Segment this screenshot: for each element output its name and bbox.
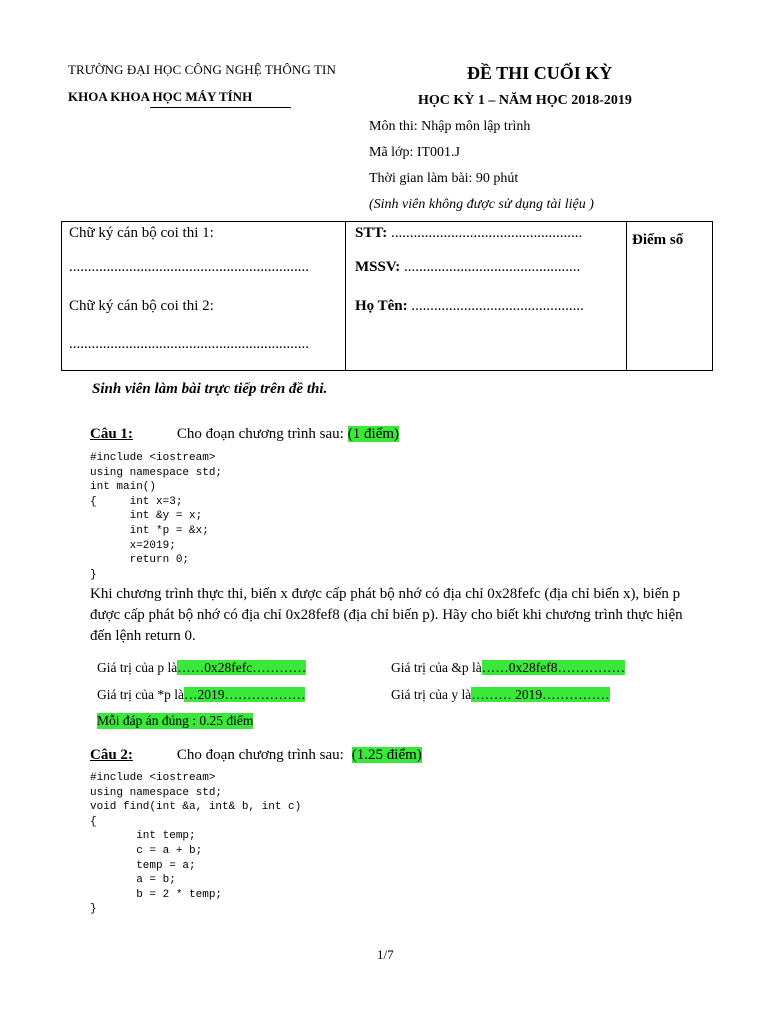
answer-deref-p-label: Giá trị của *p là: [97, 687, 184, 702]
question-1-scoring: Mỗi đáp án đúng : 0.25 điểm: [97, 713, 254, 728]
student-cell: [346, 222, 627, 371]
semester: HỌC KỲ 1 – NĂM HỌC 2018-2019: [418, 93, 632, 108]
subject: Môn thi: Nhập môn lập trình: [369, 119, 531, 134]
answer-p-value[interactable]: ……0x28fefc…………: [177, 660, 307, 675]
duration: Thời gian làm bài: 90 phút: [369, 171, 519, 186]
name-field[interactable]: [355, 298, 584, 315]
proctor2-signature-line[interactable]: ................................................................: [69, 336, 309, 352]
answer-address-p: [391, 660, 625, 676]
name-label: Họ Tên:: [355, 298, 408, 314]
question-1-paragraph: Khi chương trình thực thi, biến x được cấp phát bộ nhớ có địa chỉ 0x28fefc (địa chỉ biến x), biến p được cấp phát bộ nhớ có địa chỉ 0x28fef8 (địa chỉ biến p). Hãy cho biết khi chương trình thực hiện đến lệnh return 0.: [90, 586, 683, 644]
name-dots: ..............................................: [407, 298, 584, 314]
question-1-points: (1 điểm): [347, 426, 400, 442]
page-number: 1/7: [377, 947, 394, 962]
question-2-points: (1.25 điểm): [351, 747, 422, 763]
answer-y: [391, 687, 610, 703]
answer-y-label: Giá trị của y là: [391, 687, 472, 702]
stt-label: STT:: [355, 225, 388, 241]
mssv-dots: ...............................................: [400, 259, 581, 275]
exam-note: (Sinh viên không được sử dụng tài liệu ): [369, 197, 594, 212]
question-1-label: Câu 1:: [90, 426, 133, 442]
proctor2-label: Chữ ký cán bộ coi thi 2:: [69, 298, 214, 314]
score-label: Điểm số: [632, 232, 684, 248]
question-2-heading: [90, 746, 422, 764]
instruction: Sinh viên làm bài trực tiếp trên đề thi.: [92, 381, 328, 397]
class-code: Mã lớp: IT001.J: [369, 145, 461, 160]
question-2-text: Cho đoạn chương trình sau:: [176, 747, 344, 763]
faculty-name: KHOA KHOA HỌC MÁY TÍNH: [68, 89, 253, 104]
stt-field[interactable]: [355, 225, 582, 242]
university-name: TRƯỜNG ĐẠI HỌC CÔNG NGHỆ THÔNG TIN: [68, 62, 336, 77]
answer-p: [97, 660, 306, 676]
faculty-underline: [150, 107, 291, 108]
question-1-heading: [90, 425, 399, 443]
mssv-field[interactable]: [355, 259, 580, 276]
question-1-text: Cho đoạn chương trình sau:: [176, 426, 344, 442]
question-2-code: #include <iostream> using namespace std; void find(int &a, int& b, int c) { int temp; c = a + b; temp = a; a = b; b = 2 * temp; }: [90, 772, 302, 916]
proctor1-label: Chữ ký cán bộ coi thi 1:: [69, 225, 214, 241]
answer-address-p-value[interactable]: ……0x28fef8……………: [481, 660, 625, 675]
answer-deref-p-value[interactable]: …2019………………: [183, 687, 306, 702]
exam-title: ĐỀ THI CUỐI KỲ: [467, 63, 613, 83]
question-2-label: Câu 2:: [90, 747, 133, 763]
answer-p-label: Giá trị của p là: [97, 660, 178, 675]
stt-dots: ...................................................: [387, 225, 583, 241]
answer-deref-p: [97, 687, 305, 703]
answer-address-p-label: Giá trị của &p là: [391, 660, 482, 675]
answer-y-value[interactable]: ……… 2019……………: [471, 687, 610, 702]
question-1-code: #include <iostream> using namespace std; int main() { int x=3; int &y = x; int *p = &x; x=2019; return 0; }: [90, 452, 223, 581]
mssv-label: MSSV:: [355, 259, 401, 275]
proctor1-signature-line[interactable]: ................................................................: [69, 259, 309, 275]
